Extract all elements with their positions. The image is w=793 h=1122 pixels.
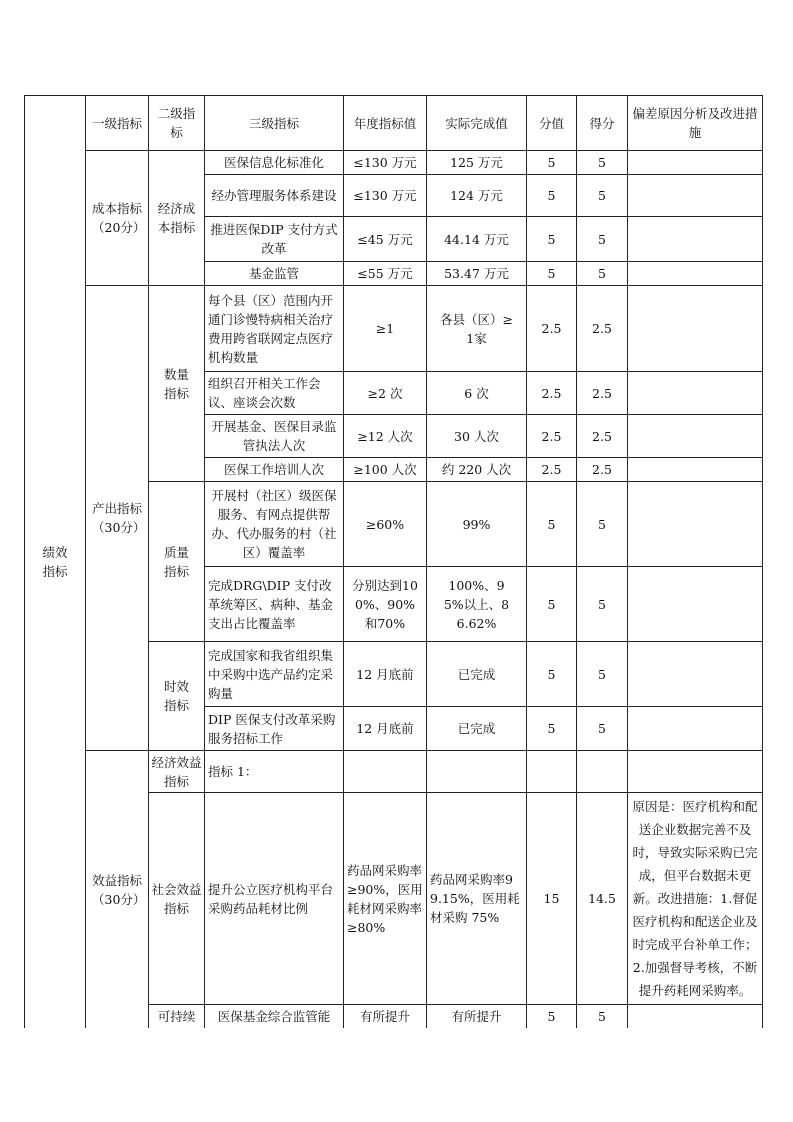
- actual-cell: [427, 751, 527, 793]
- value-cell: 2.5: [527, 458, 577, 482]
- target-cell: 药品网采购率≥90%，医用耗材网采购率≥80%: [344, 793, 427, 1005]
- note-cell: [628, 458, 763, 482]
- header-annual-target: 年度指标值: [344, 96, 427, 151]
- level1-cell: 产出指标（30分）: [86, 286, 149, 751]
- indicator-cell: 医保信息化标准化: [205, 151, 344, 175]
- indicator-cell: 指标 1：: [205, 751, 344, 793]
- value-cell: 5: [527, 482, 577, 567]
- note-cell: [628, 372, 763, 415]
- actual-cell: 已完成: [427, 707, 527, 751]
- score-cell: 5: [577, 642, 628, 707]
- score-cell: 5: [577, 217, 628, 262]
- note-cell: [628, 482, 763, 567]
- level2-cell: 经济效益指标: [149, 751, 205, 793]
- target-cell: ≥60%: [344, 482, 427, 567]
- target-cell: ≥1: [344, 286, 427, 372]
- value-cell: 5: [527, 567, 577, 642]
- target-cell: ≤45 万元: [344, 217, 427, 262]
- score-cell: 5: [577, 707, 628, 751]
- performance-table: [24, 95, 763, 1028]
- note-cell: [628, 707, 763, 751]
- note-cell: 原因是：医疗机构和配送企业数据完善不及时，导致实际采购已完成，但平台数据未更新。改进措施：1.督促医疗机构和配送企业及时完成平台补单工作；2.加强督导考核，不断提升药耗网采购率。: [628, 793, 763, 1005]
- level2-cell: 质量指标: [149, 482, 205, 642]
- target-cell: ≤130 万元: [344, 175, 427, 217]
- note-cell: [628, 217, 763, 262]
- level1-cell: 成本指标（20分）: [86, 151, 149, 286]
- score-cell: 5: [577, 262, 628, 286]
- note-cell: [628, 1005, 763, 1029]
- target-cell: 12 月底前: [344, 642, 427, 707]
- level2-cell: 可持续: [149, 1005, 205, 1029]
- target-cell: ≥100 人次: [344, 458, 427, 482]
- score-cell: 5: [577, 482, 628, 567]
- actual-cell: 44.14 万元: [427, 217, 527, 262]
- table-row: [25, 286, 763, 372]
- score-cell: 5: [577, 175, 628, 217]
- indicator-cell: 完成国家和我省组织集中采购中选产品约定采购量: [205, 642, 344, 707]
- note-cell: [628, 175, 763, 217]
- score-cell: 14.5: [577, 793, 628, 1005]
- value-cell: 5: [527, 1005, 577, 1029]
- value-cell: 5: [527, 642, 577, 707]
- actual-cell: 各县（区）≥1家: [427, 286, 527, 372]
- header-level1: 一级指标: [86, 96, 149, 151]
- actual-cell: 124 万元: [427, 175, 527, 217]
- header-level3: 三级指标: [205, 96, 344, 151]
- table-row: [25, 151, 763, 175]
- level2-cell: 社会效益指标: [149, 793, 205, 1005]
- indicator-cell: 提升公立医疗机构平台采购药品耗材比例: [205, 793, 344, 1005]
- target-cell: [344, 751, 427, 793]
- indicator-cell: 完成DRG\DIP 支付改革统筹区、病种、基金支出占比覆盖率: [205, 567, 344, 642]
- value-cell: 15: [527, 793, 577, 1005]
- header-deviation: 偏差原因分析及改进措施: [628, 96, 763, 151]
- score-cell: 2.5: [577, 458, 628, 482]
- indicator-cell: 开展村（社区）级医保服务、有网点提供帮办、代办服务的村（社区）覆盖率: [205, 482, 344, 567]
- level1-cell: 效益指标（30分）: [86, 751, 149, 1029]
- target-cell: 12 月底前: [344, 707, 427, 751]
- actual-cell: 53.47 万元: [427, 262, 527, 286]
- indicator-cell: DIP 医保支付改革采购服务招标工作: [205, 707, 344, 751]
- value-cell: 5: [527, 151, 577, 175]
- value-cell: 2.5: [527, 286, 577, 372]
- value-cell: 5: [527, 707, 577, 751]
- level2-cell: 时效指标: [149, 642, 205, 751]
- header-level2: 二级指标: [149, 96, 205, 151]
- table-row: [25, 751, 763, 793]
- note-cell: [628, 567, 763, 642]
- indicator-cell: 开展基金、医保目录监管执法人次: [205, 415, 344, 458]
- note-cell: [628, 751, 763, 793]
- section-label: 绩效指标: [25, 96, 86, 1029]
- actual-cell: 6 次: [427, 372, 527, 415]
- actual-cell: 100%、95%以上、86.62%: [427, 567, 527, 642]
- level2-cell: 数量指标: [149, 286, 205, 482]
- value-cell: 2.5: [527, 415, 577, 458]
- value-cell: 5: [527, 217, 577, 262]
- actual-cell: 已完成: [427, 642, 527, 707]
- target-cell: ≤55 万元: [344, 262, 427, 286]
- target-cell: ≥12 人次: [344, 415, 427, 458]
- indicator-cell: 基金监管: [205, 262, 344, 286]
- score-cell: 5: [577, 1005, 628, 1029]
- score-cell: 2.5: [577, 372, 628, 415]
- actual-cell: 30 人次: [427, 415, 527, 458]
- target-cell: 有所提升: [344, 1005, 427, 1029]
- note-cell: [628, 415, 763, 458]
- indicator-cell: 医保基金综合监管能: [205, 1005, 344, 1029]
- score-cell: 2.5: [577, 415, 628, 458]
- target-cell: ≥2 次: [344, 372, 427, 415]
- value-cell: 2.5: [527, 372, 577, 415]
- header-score-value: 分值: [527, 96, 577, 151]
- header-actual: 实际完成值: [427, 96, 527, 151]
- actual-cell: 约 220 人次: [427, 458, 527, 482]
- actual-cell: 药品网采购率99.15%，医用耗材采购 75%: [427, 793, 527, 1005]
- target-cell: 分别达到100%、90%和70%: [344, 567, 427, 642]
- indicator-cell: 医保工作培训人次: [205, 458, 344, 482]
- note-cell: [628, 642, 763, 707]
- value-cell: 5: [527, 175, 577, 217]
- score-cell: [577, 751, 628, 793]
- note-cell: [628, 151, 763, 175]
- note-cell: [628, 262, 763, 286]
- target-cell: ≤130 万元: [344, 151, 427, 175]
- score-cell: 5: [577, 151, 628, 175]
- header-row: [25, 96, 763, 151]
- value-cell: [527, 751, 577, 793]
- header-score: 得分: [577, 96, 628, 151]
- indicator-cell: 每个县（区）范围内开通门诊慢特病相关治疗费用跨省联网定点医疗机构数量: [205, 286, 344, 372]
- actual-cell: 99%: [427, 482, 527, 567]
- value-cell: 5: [527, 262, 577, 286]
- level2-cell: 经济成本指标: [149, 151, 205, 286]
- actual-cell: 125 万元: [427, 151, 527, 175]
- note-cell: [628, 286, 763, 372]
- score-cell: 2.5: [577, 286, 628, 372]
- indicator-cell: 组织召开相关工作会议、座谈会次数: [205, 372, 344, 415]
- score-cell: 5: [577, 567, 628, 642]
- indicator-cell: 经办管理服务体系建设: [205, 175, 344, 217]
- actual-cell: 有所提升: [427, 1005, 527, 1029]
- indicator-cell: 推进医保DIP 支付方式改革: [205, 217, 344, 262]
